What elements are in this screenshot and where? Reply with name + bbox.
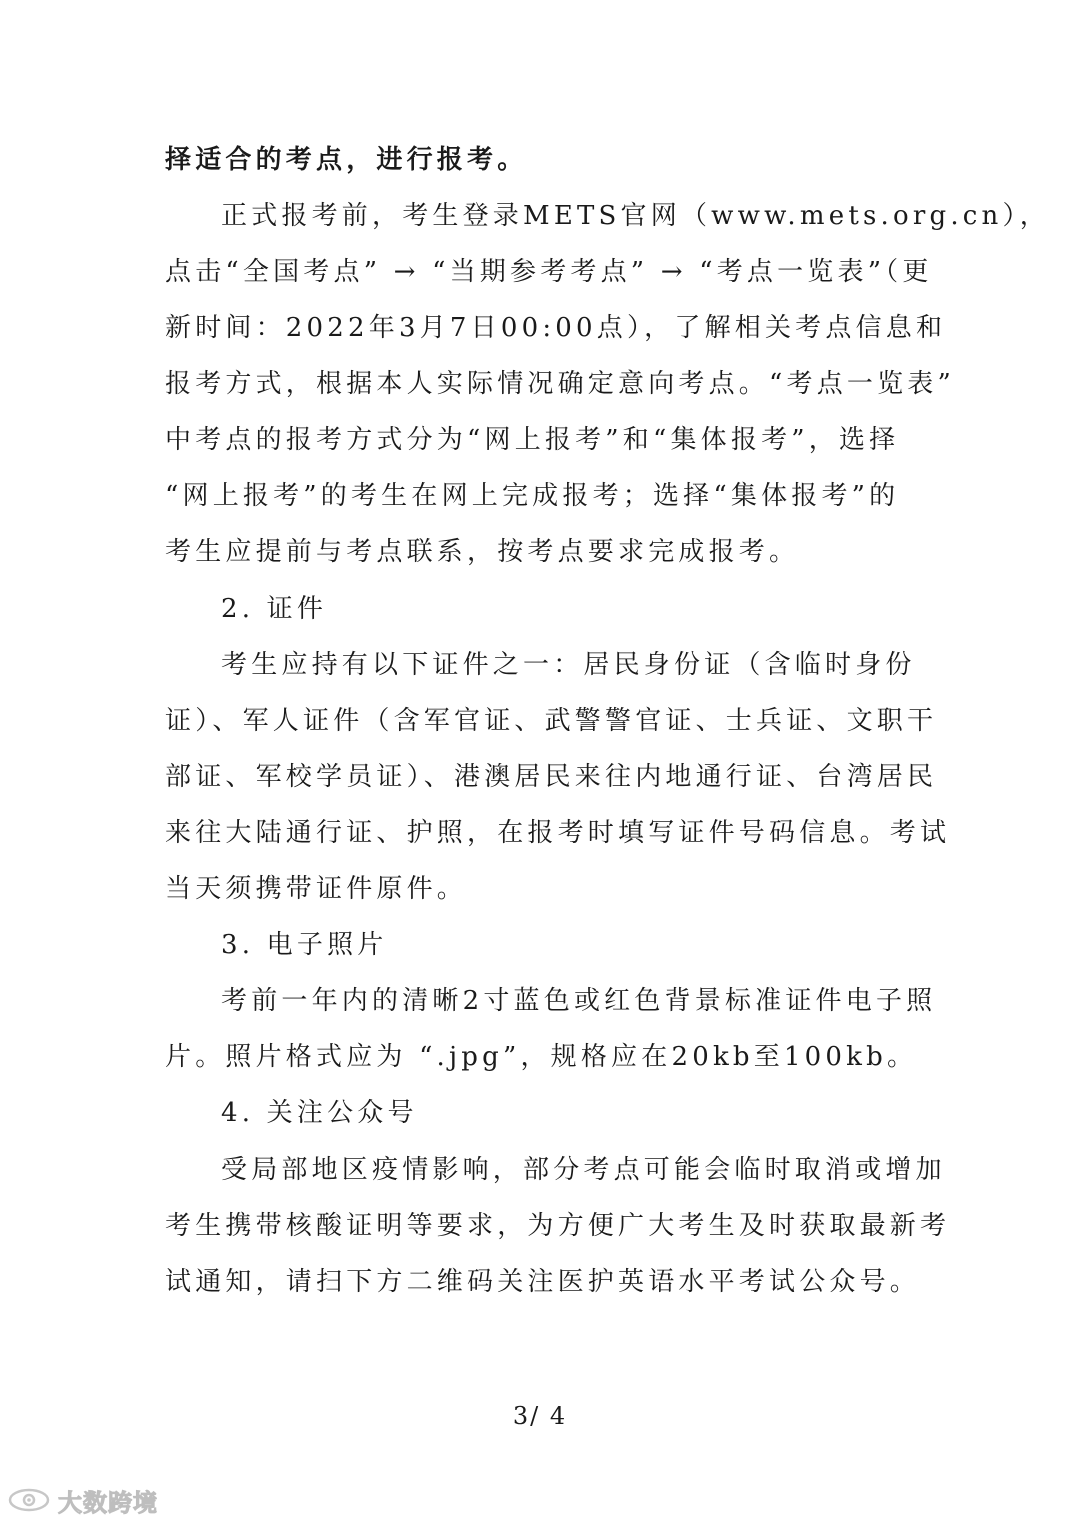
paragraph-line: 片。照片格式应为 “.jpg”，规格应在20kb至100kb。 [165,1042,918,1072]
paragraph-line: 试通知，请扫下方二维码关注医护英语水平考试公众号。 [165,1267,921,1297]
paragraph-line: 来往大陆通行证、护照，在报考时填写证件号码信息。考试 [165,818,951,848]
page-number: 3/ 4 [512,1402,568,1430]
paragraph-line: 当天须携带证件原件。 [165,874,468,904]
watermark-text: 大数跨境 [58,1488,158,1517]
paragraph-line: 择适合的考点，进行报考。 [165,145,528,175]
paragraph-line: 考生应持有以下证件之一：居民身份证（含临时身份 [221,650,916,680]
paragraph-line: 新时间：2022年3月7日00:00点），了解相关考点信息和 [165,313,947,343]
paragraph-line: 中考点的报考方式分为“网上报考”和“集体报考”，选择 [165,425,900,455]
section-heading: 2. 证件 [221,594,328,624]
section-heading: 4. 关注公众号 [221,1098,418,1128]
paragraph-line: 报考方式，根据本人实际情况确定意向考点。“考点一览表” [165,369,955,399]
paragraph-line: 受局部地区疫情影响，部分考点可能会临时取消或增加 [221,1155,946,1185]
paragraph-line: “网上报考”的考生在网上完成报考；选择“集体报考”的 [165,481,900,511]
paragraph-line: 考生应提前与考点联系，按考点要求完成报考。 [165,537,800,567]
paragraph-line: 考前一年内的清晰2寸蓝色或红色背景标准证件电子照 [221,986,937,1016]
paragraph-line: 证）、军人证件（含军官证、武警警官证、士兵证、文职干 [165,706,938,736]
paragraph-line: 考生携带核酸证明等要求，为方便广大考生及时获取最新考 [165,1211,951,1241]
paragraph-line: 部证、军校学员证）、港澳居民来往内地通行证、台湾居民 [165,762,938,792]
watermark [8,1482,158,1518]
paragraph-line: 点击“全国考点” → “当期参考考点” → “考点一览表”（更 [165,257,933,287]
eye-logo-icon [8,1487,50,1513]
paragraph-line: 正式报考前，考生登录METS官网（www.mets.org.cn）， [221,201,1050,231]
section-heading: 3. 电子照片 [221,930,388,960]
